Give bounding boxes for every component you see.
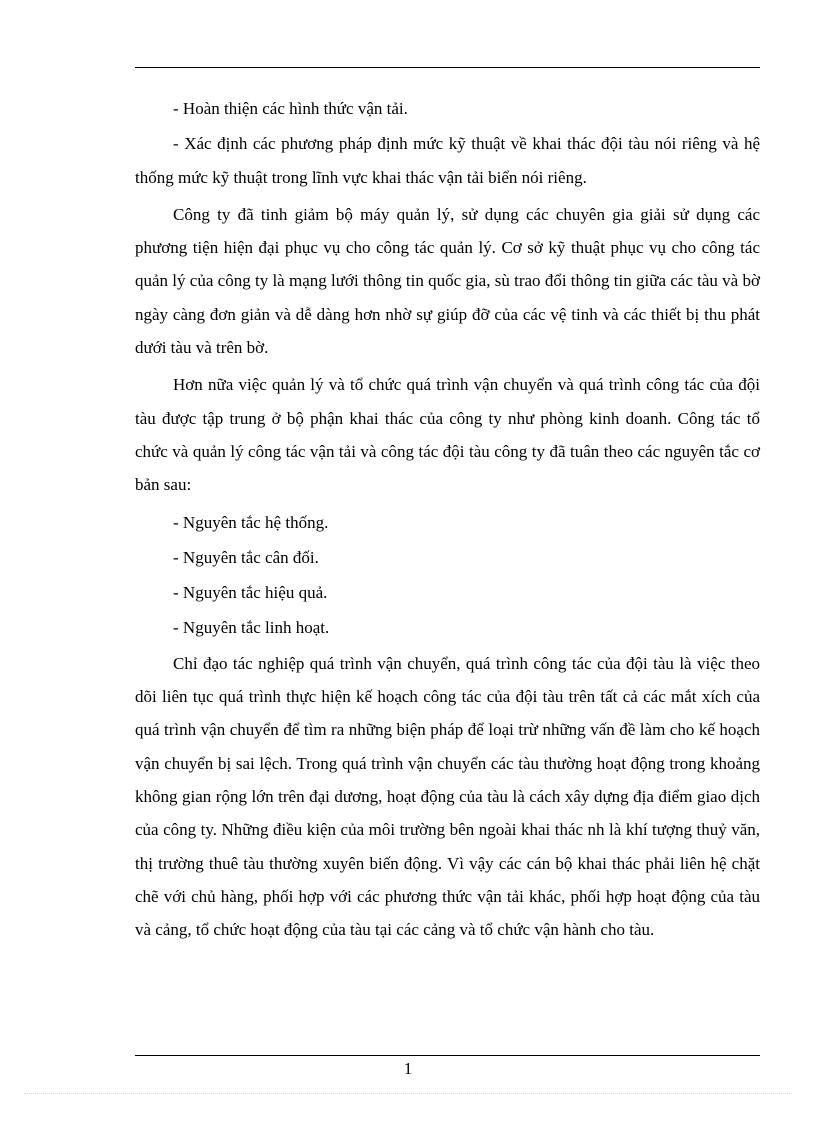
paragraph: - Hoàn thiện các hình thức vận tải. <box>173 99 408 118</box>
page-number: 1 <box>403 1059 413 1078</box>
list-item: - Nguyên tắc linh hoạt. <box>173 618 330 638</box>
paragraph: Công ty đã tinh giảm bộ máy quản lý, sử dụng các chuyên gia giải sử dụng các phương tiện hiện đại phục vụ cho công tác quản lý. Cơ sở kỹ thuật phục vụ cho công tác quản lý của công ty là mạng lưới thông tin quốc gia, sù trao đổi thông tin giữa các tàu và bờ ngày càng đơn giản và dễ dàng hơn nhờ sự giúp đỡ của các vệ tinh và các thiết bị thu phát dưới tàu và trên bờ. <box>135 204 760 358</box>
paragraph: Hơn nữa việc quản lý và tổ chức quá trình vận chuyển và quá trình công tác của đội tàu được tập trung ở bộ phận khai thác của công ty như phòng kinh doanh. Công tác tổ chức và quản lý công tác vận tải và công tác đội tàu công ty đã tuân theo các nguyên tắc cơ bản sau: <box>135 375 760 495</box>
paragraph: Chỉ đạo tác nghiệp quá trình vận chuyển, quá trình công tác của đội tàu là việc theo dõi liên tục quá trình thực hiện kế hoạch công tác của đội tàu trên tất cả các mắt xích của quá trình vận chuyển để tìm ra những biện pháp để loại trừ những vấn đề làm cho kế hoạch vận chuyển bị sai lệch. Trong quá trình vận chuyển các tàu thường hoạt động trong khoảng không gian rộng lớn trên đại dương, hoạt động của tàu là cách xây dựng địa điểm giao dịch của công ty. Những điều kiện của môi trường bên ngoài khai thác nh là khí tượng thuỷ văn, thị trường thuê tàu thường xuyên biến động. Vì vậy các cán bộ khai thác phải liên hệ chặt chẽ với chủ hàng, phối hợp với các phương thức vận tải khác, phối hợp hoạt động của tàu và cảng, tổ chức hoạt động của tàu tại các cảng và tổ chức vận hành cho tàu. <box>135 653 760 940</box>
footer-rule <box>135 1055 760 1056</box>
list-item: - Nguyên tắc hiệu quả. <box>173 583 328 603</box>
page-edge-divider <box>24 1093 792 1094</box>
document-body <box>135 92 760 950</box>
list-item: - Nguyên tắc cân đối. <box>173 547 319 567</box>
paragraph: - Xác định các phương pháp định mức kỹ thuật về khai thác đội tàu nói riêng và hệ thống mức kỹ thuật trong lĩnh vực khai thác vận tải biển nói riêng. <box>135 134 760 187</box>
header-rule <box>135 67 760 68</box>
list-item: - Nguyên tắc hệ thống. <box>173 512 329 532</box>
